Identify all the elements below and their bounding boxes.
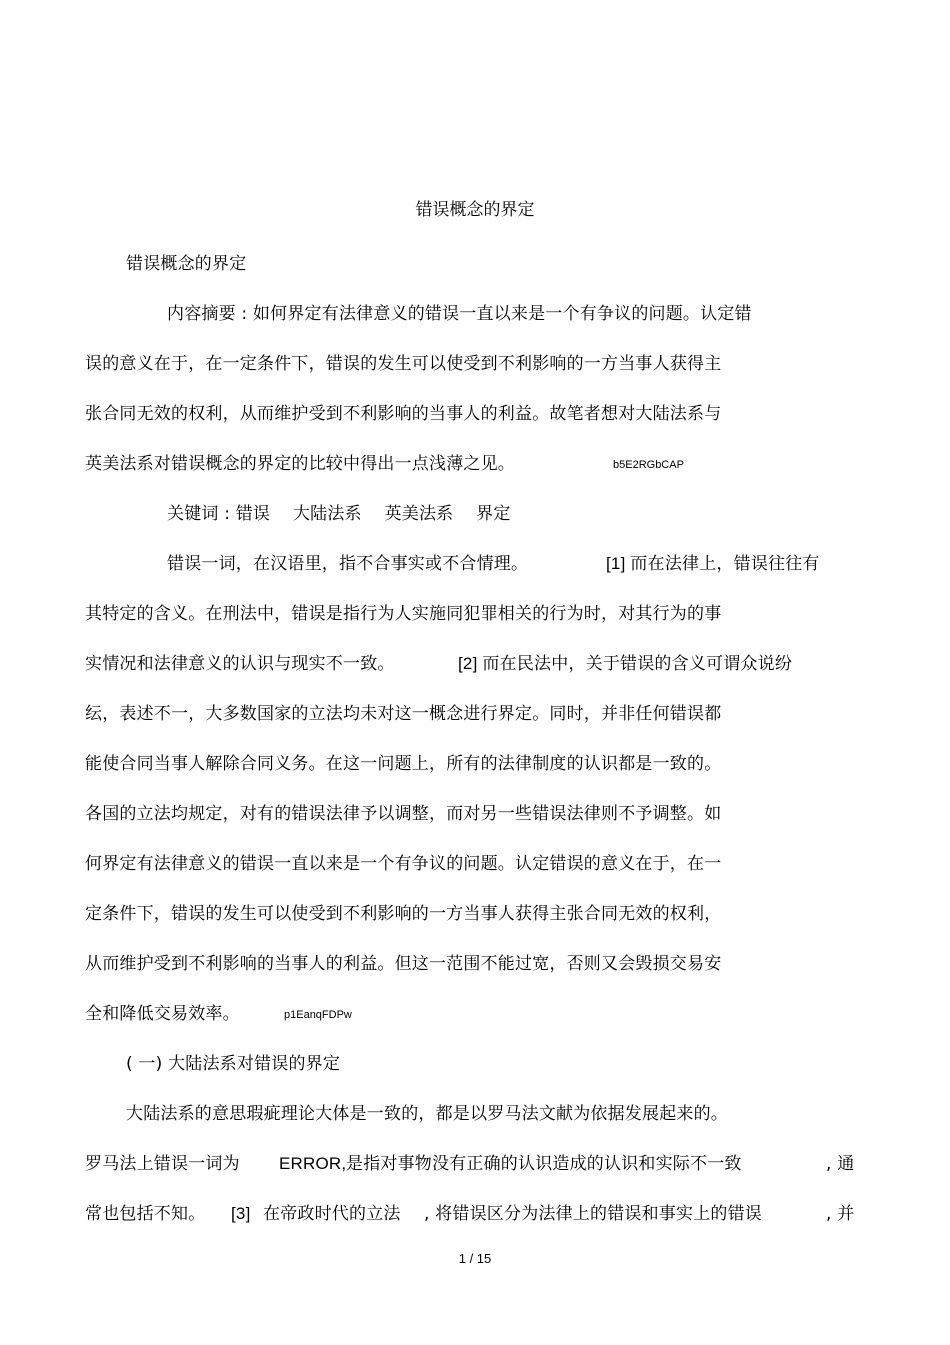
paragraph-line: 何界定有法律意义的错误一直以来是一个有争议的问题。认定错误的意义在于，在一 [85, 854, 722, 874]
abstract-line: 张合同无效的权利，从而维护受到不利影响的当事人的利益。故笔者想对大陆法系与 [85, 404, 722, 424]
page-number: 1 / 15 [458, 1251, 492, 1266]
paragraph-term: ERROR, [279, 1154, 347, 1173]
keywords-line: 关键词 : 错误 大陆法系 英美法系 界定 [167, 504, 511, 524]
paragraph-line: 罗马法上错误一词为 [85, 1154, 240, 1174]
watermark-code: p1EanqFDPw [284, 1009, 352, 1021]
paragraph-line: 是指对事物没有正确的认识造成的认识和实际不一致 [346, 1154, 742, 1174]
paragraph-line: 纭，表述不一，大多数国家的立法均未对这一概念进行界定。同时，并非任何错误都 [85, 704, 722, 724]
paragraph-line: 全和降低交易效率。 [85, 1004, 240, 1024]
abstract-line: 误的意义在于，在一定条件下，错误的发生可以使受到不利影响的一方当事人获得主 [85, 354, 722, 374]
paragraph-line: [2] 而在民法中，关于错误的含义可谓众说纷 [458, 654, 793, 673]
paragraph-line: 能使合同当事人解除合同义务。在这一问题上，所有的法律制度的认识都是一致的。 [85, 754, 722, 774]
paragraph-line: 大陆法系的意思瑕疵理论大体是一致的，都是以罗马法文献为依据发展起来的。 [126, 1104, 728, 1124]
paragraph-line: 实情况和法律意义的认识与现实不一致。 [85, 654, 395, 674]
paragraph-line: 常也包括不知。 [85, 1204, 206, 1224]
paragraph-line: 从而维护受到不利影响的当事人的利益。但这一范围不能过宽，否则又会毁损交易安 [85, 954, 722, 974]
abstract-line: 英美法系对错误概念的界定的比较中得出一点浅薄之见。 [85, 454, 515, 474]
article-heading: 错误概念的界定 [126, 254, 247, 274]
paragraph-line: 各国的立法均规定，对有的错误法律予以调整，而对另一些错误法律则不予调整。如 [85, 804, 722, 824]
paragraph-line: [1] 而在法律上，错误往往有 [606, 554, 820, 573]
paragraph-line: 在帝政时代的立法 [263, 1204, 401, 1224]
paragraph-line: 错误一词，在汉语里，指不合事实或不合情理。 [167, 554, 529, 574]
citation: [3] [231, 1204, 251, 1223]
paragraph-line: , 通 [826, 1154, 855, 1174]
section-heading: ( 一) 大陆法系对错误的界定 [126, 1054, 341, 1074]
watermark-code: b5E2RGbCAP [613, 459, 684, 471]
abstract-line: 内容摘要 : 如何界定有法律意义的错误一直以来是一个有争议的问题。认定错 [167, 304, 752, 324]
paragraph-line: 其特定的含义。在刑法中，错误是指行为人实施同犯罪相关的行为时，对其行为的事 [85, 604, 722, 624]
paragraph-line: , 将错误区分为法律上的错误和事实上的错误 [424, 1204, 763, 1224]
document-title: 错误概念的界定 [415, 200, 535, 220]
paragraph-line: , 并 [826, 1204, 855, 1224]
paragraph-line: 定条件下，错误的发生可以使受到不利影响的一方当事人获得主张合同无效的权利， [85, 904, 722, 924]
